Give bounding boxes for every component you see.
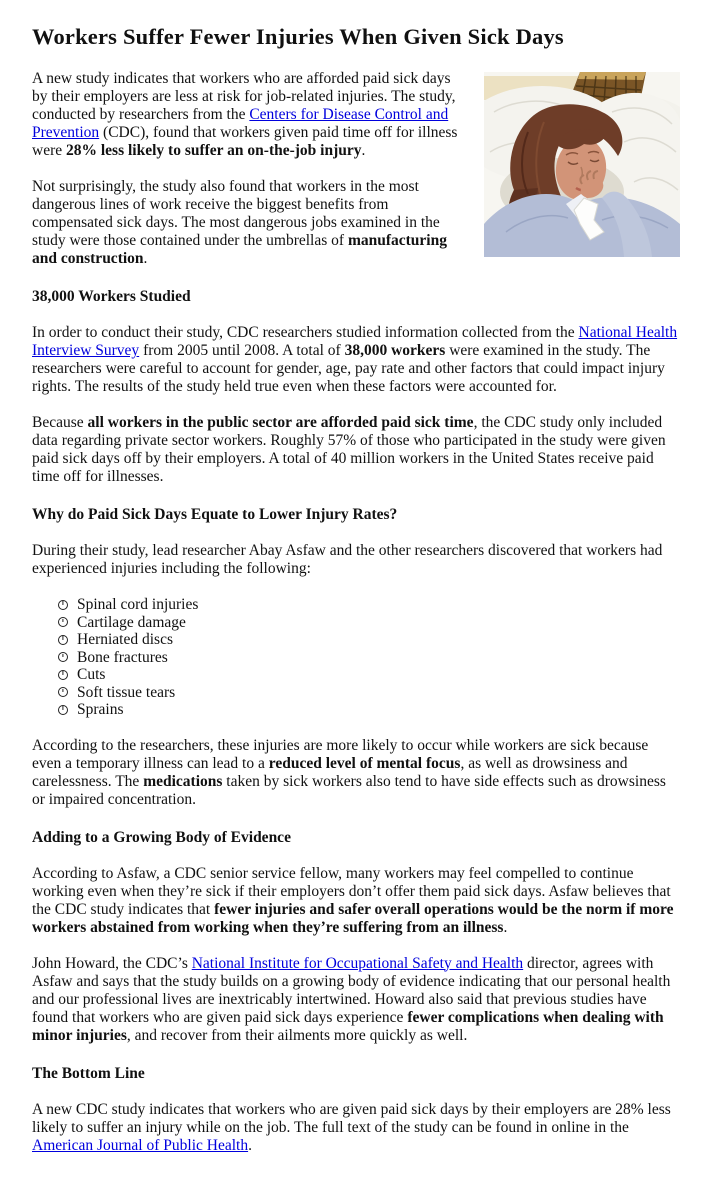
- list-item: [58, 596, 680, 614]
- body-text: taken by sick workers also tend to have side effects such as drowsiness or impaired concentration.: [32, 772, 666, 808]
- bold-text: 38,000 workers: [344, 342, 446, 359]
- injury-list: [32, 596, 680, 719]
- body-text: According to Asfaw, a CDC senior service fellow, many workers may feel compelled to continue working even when they’re sick if their employers don’t offer them paid sick days. Asfaw believes that the CDC study indicates that: [32, 864, 671, 918]
- section-heading: Adding to a Growing Body of Evidence: [32, 828, 291, 846]
- inline-link[interactable]: Centers for Disease Control and Prevention: [32, 106, 449, 141]
- section-heading: The Bottom Line: [32, 1064, 145, 1082]
- clock-bullet-icon: [58, 687, 68, 697]
- bold-text: manufacturing and construction: [32, 232, 447, 267]
- body-text: .: [143, 250, 148, 267]
- list-item-label: Cartilage damage: [77, 613, 186, 631]
- paragraph: [32, 414, 680, 486]
- body-text: In order to conduct their study, CDC researchers studied information collected from the: [32, 324, 579, 341]
- body-text: A new study indicates that workers who are afforded paid sick days by their employers are less at risk for job-related injuries. The study, conducted by researchers from the: [32, 70, 456, 123]
- bold-text: fewer complications when dealing with minor injuries: [32, 1008, 664, 1044]
- inline-link[interactable]: American Journal of Public Health: [32, 1136, 249, 1154]
- list-item-label: Bone fractures: [77, 648, 168, 666]
- body-text: were examined in the study. The researchers were careful to account for gender, age, pay rate and other factors that could impact injury rights. The results of the study held true even when these factors were accounted for.: [32, 342, 665, 395]
- body-text: .: [503, 918, 508, 936]
- section-heading: 38,000 Workers Studied: [32, 288, 191, 305]
- clock-bullet-icon: [58, 705, 68, 715]
- clock-bullet-icon: [58, 652, 68, 662]
- body-text: Because: [32, 414, 88, 431]
- body-text: (CDC), found that workers given paid time off for illness were: [32, 124, 458, 159]
- bold-text: 28% less likely to suffer an on-the-job injury: [66, 142, 362, 159]
- bold-text: reduced level of mental focus: [268, 754, 461, 772]
- body-text: Not surprisingly, the study also found that workers in the most dangerous lines of work receive the biggest benefits from compensated sick days. The most dangerous jobs examined in the study were those contained under the umbrellas of: [32, 178, 440, 249]
- list-item: [58, 649, 680, 667]
- paragraph: [32, 324, 680, 396]
- body-text: director, agrees with Asfaw and says that the study builds on a growing body of evidence indicating that our personal health and our professional lives are inextricably intertwined. Howard also said that previous studies have found that workers who are given paid sick days experience: [32, 954, 671, 1026]
- body-text: During their study, lead researcher Abay Asfaw and the other researchers discovered that workers had experienced injuries including the following:: [32, 542, 663, 577]
- body-text: .: [248, 1136, 252, 1154]
- list-item: [58, 701, 680, 719]
- paragraph: [32, 737, 680, 809]
- body-text: .: [361, 142, 366, 159]
- bold-text: medications: [143, 772, 223, 790]
- body-text: A new CDC study indicates that workers who are given paid sick days by their employers are 28% less likely to suffer an injury while on the job. The full text of the study can be found in online in the: [32, 1100, 671, 1136]
- sick-worker-photo: [484, 72, 680, 257]
- body-text: , and recover from their ailments more quickly as well.: [126, 1026, 468, 1044]
- list-item-label: Soft tissue tears: [77, 683, 176, 701]
- page-title: Workers Suffer Fewer Injuries When Given Sick Days: [32, 24, 564, 49]
- inline-link[interactable]: National Health Interview Survey: [32, 324, 678, 359]
- clock-bullet-icon: [58, 635, 68, 645]
- list-item: [58, 684, 680, 702]
- inline-link[interactable]: National Institute for Occupational Safety and Health: [191, 954, 524, 972]
- list-item: [58, 666, 680, 684]
- body-text: , the CDC study only included data regarding private sector workers. Roughly 57% of those who participated in the study were given paid sick days off by their employers. A total of 40 million workers in the United States receive paid time off for illnesses.: [32, 414, 666, 485]
- body-text: , as well as drowsiness and carelessness. The: [32, 754, 628, 790]
- list-item-label: Sprains: [77, 701, 124, 718]
- paragraph: [32, 865, 680, 937]
- list-item-label: Cuts: [77, 666, 106, 683]
- section-heading: Why do Paid Sick Days Equate to Lower Injury Rates?: [32, 506, 398, 523]
- paragraph: [32, 542, 680, 578]
- article-body: [32, 70, 680, 1155]
- list-item: [58, 631, 680, 649]
- paragraph: [32, 955, 680, 1045]
- clock-bullet-icon: [58, 600, 68, 610]
- bold-text: fewer injuries and safer overall operations would be the norm if more workers abstained from working when they’re suffering from an illness: [32, 900, 674, 936]
- body-text: John Howard, the CDC’s: [32, 954, 192, 972]
- list-item-label: Herniated discs: [77, 631, 173, 648]
- body-text: According to the researchers, these injuries are more likely to occur while workers are sick because even a temporary illness can lead to a: [32, 736, 649, 772]
- list-item-label: Spinal cord injuries: [77, 596, 199, 613]
- list-item: [58, 614, 680, 632]
- body-text: from 2005 until 2008. A total of: [139, 342, 345, 359]
- clock-bullet-icon: [58, 617, 68, 627]
- bold-text: all workers in the public sector are afforded paid sick time: [87, 414, 474, 431]
- clock-bullet-icon: [58, 670, 68, 680]
